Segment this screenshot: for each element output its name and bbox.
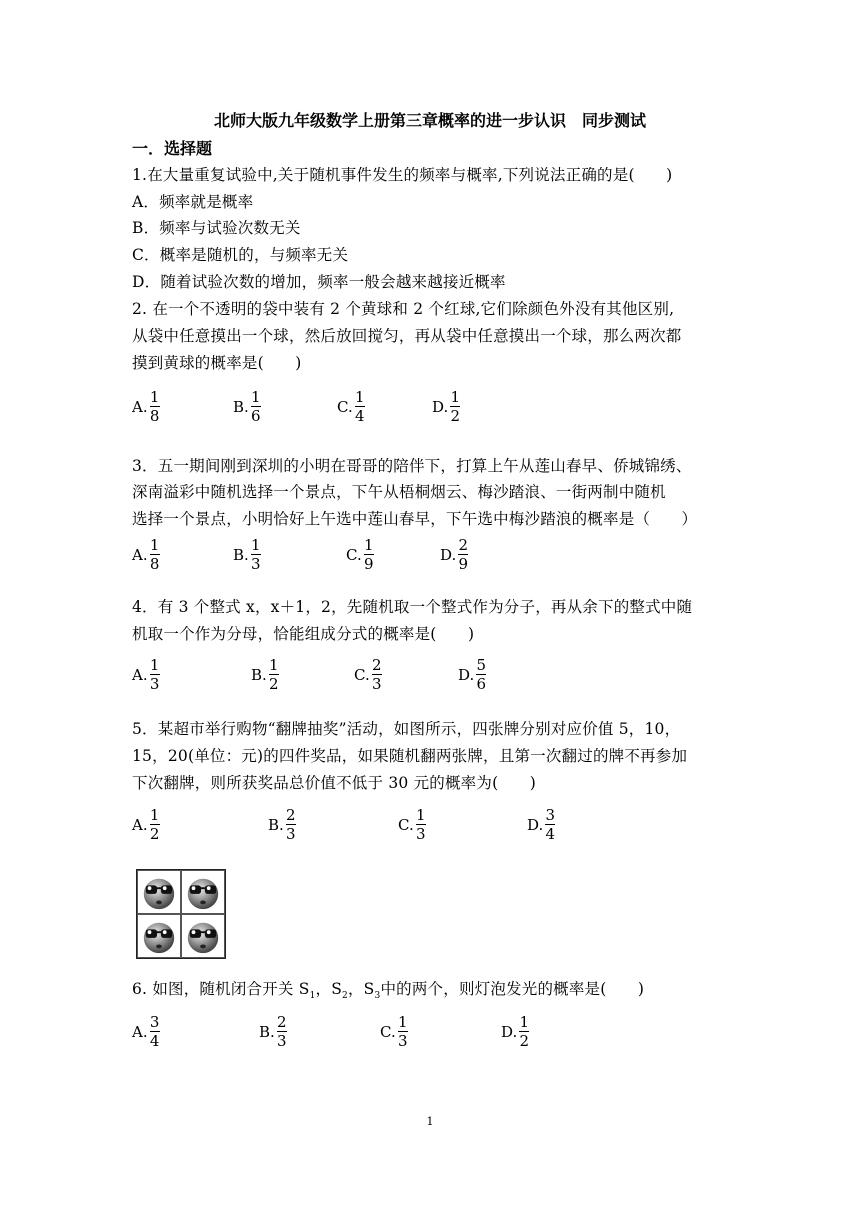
subscript: 3 (374, 991, 381, 1002)
denominator: 2 (149, 825, 160, 843)
numerator: 1 (354, 388, 365, 406)
numerator: 1 (450, 388, 461, 406)
denominator: 4 (149, 1032, 160, 1050)
q3-stem-line3: 选择一个景点，小明恰好上午选中莲山春早，下午选中梅沙踏浪的概率是（ ） (132, 510, 698, 528)
numerator: 5 (476, 656, 487, 674)
q4-option (251, 656, 279, 693)
denominator: 4 (545, 825, 556, 843)
q6-option (380, 1013, 408, 1050)
option-label: B. (233, 545, 249, 564)
q5-option (268, 806, 296, 843)
page-title: 北师大版九年级数学上册第三章概率的进一步认识 同步测试 (213, 111, 646, 130)
option-label: B. (268, 815, 284, 834)
option-label: C. (398, 815, 414, 834)
numerator: 2 (286, 806, 296, 824)
option-label: A. (132, 397, 148, 416)
q6-text: ，S (315, 980, 343, 998)
denominator: 3 (149, 675, 160, 693)
numerator: 2 (458, 536, 469, 554)
face-card-icon (181, 870, 225, 914)
numerator: 2 (371, 656, 382, 674)
q2-options (132, 388, 732, 432)
numerator: 3 (149, 1013, 160, 1031)
option-label: A. (132, 1022, 148, 1041)
fraction (251, 388, 261, 425)
subscript: 2 (342, 991, 348, 1002)
denominator: 4 (354, 407, 365, 425)
q2-stem-line1: 2. 在一个不透明的袋中装有 2 个黄球和 2 个红球,它们除颜色外没有其他区别, (132, 300, 675, 318)
q1-option-c: C．概率是随机的，与频率无关 (132, 246, 349, 264)
q2-stem-line3: 摸到黄球的概率是( ) (132, 354, 302, 372)
q5-options (132, 806, 732, 850)
fraction (458, 536, 468, 573)
fraction (269, 656, 279, 693)
subscript: 1 (309, 991, 316, 1002)
option-label: D. (440, 545, 457, 564)
q5-stem-line1: 5．某超市举行购物“翻牌抽奖”活动，如图所示，四张牌分别对应价值 5，10， (132, 720, 681, 738)
q4-option (354, 656, 382, 693)
face-card-icon (181, 914, 225, 958)
denominator: 9 (458, 555, 469, 573)
fraction (545, 806, 555, 843)
option-label: D. (527, 815, 544, 834)
denominator: 3 (371, 675, 382, 693)
numerator: 1 (269, 656, 279, 674)
q3-stem-line2: 深南溢彩中随机选择一个景点，下午从梧桐烟云、梅沙踏浪、一街两制中随机 (132, 483, 666, 501)
numerator: 1 (149, 536, 160, 554)
option-label: B. (233, 397, 249, 416)
fraction (150, 1013, 160, 1050)
denominator: 3 (286, 825, 296, 843)
fraction (519, 1013, 529, 1050)
denominator: 6 (476, 675, 487, 693)
q6-options (132, 1013, 732, 1057)
q5-option (527, 806, 555, 843)
q4-stem-line1: 4．有 3 个整式 x，x＋1，2，先随机取一个整式作为分子，再从余下的整式中随 (132, 598, 693, 616)
fraction (476, 656, 486, 693)
q2-stem-line2: 从袋中任意摸出一个球，然后放回搅匀，再从袋中任意摸出一个球，那么两次都 (132, 327, 682, 345)
denominator: 8 (149, 407, 160, 425)
q6-option (501, 1013, 529, 1050)
q1-option-a: A．频率就是概率 (132, 193, 254, 211)
q6-text: 6. 如图，随机闭合开关 S (132, 980, 310, 998)
option-label: B. (259, 1022, 275, 1041)
option-label: D. (458, 665, 475, 684)
option-label: A. (132, 545, 148, 564)
q2-option (233, 388, 261, 425)
q3-option (233, 536, 261, 573)
option-label: C. (380, 1022, 396, 1041)
fraction (150, 388, 160, 425)
q6-stem (132, 977, 644, 1001)
denominator: 2 (519, 1032, 530, 1050)
q4-options (132, 656, 732, 700)
numerator: 1 (251, 536, 261, 554)
option-label: A. (132, 815, 148, 834)
q2-option (432, 388, 460, 425)
q5-stem-line2: 15，20(单位：元)的四件奖品，如果随机翻两张牌，且第一次翻过的牌不再参加 (132, 747, 688, 765)
fraction (286, 806, 296, 843)
option-label: D. (501, 1022, 518, 1041)
option-label: C. (346, 545, 362, 564)
option-label: D. (432, 397, 449, 416)
numerator: 1 (251, 388, 261, 406)
fraction (364, 536, 374, 573)
fraction (251, 536, 261, 573)
numerator: 1 (397, 1013, 408, 1031)
numerator: 3 (545, 806, 556, 824)
numerator: 1 (363, 536, 374, 554)
fraction (372, 656, 382, 693)
fraction (355, 388, 365, 425)
face-card-icon (137, 914, 181, 958)
face-card-icon (137, 870, 181, 914)
denominator: 3 (397, 1032, 408, 1050)
fraction (416, 806, 426, 843)
denominator: 3 (415, 825, 426, 843)
q6-text: ，S (347, 980, 375, 998)
numerator: 1 (149, 656, 160, 674)
option-label: B. (251, 665, 267, 684)
denominator: 3 (251, 555, 261, 573)
q6-text: 中的两个，则灯泡发光的概率是( ) (380, 980, 645, 998)
fraction (150, 656, 160, 693)
q3-option (132, 536, 160, 573)
q5-stem-line3: 下次翻牌，则所获奖品总价值不低于 30 元的概率为( ) (132, 774, 536, 792)
q5-option (132, 806, 160, 843)
q4-option (458, 656, 486, 693)
q5-option (398, 806, 426, 843)
fraction (150, 806, 160, 843)
option-label: C. (354, 665, 370, 684)
option-label: A. (132, 665, 148, 684)
denominator: 8 (149, 555, 160, 573)
fraction (398, 1013, 408, 1050)
denominator: 2 (269, 675, 279, 693)
q3-options (132, 536, 732, 580)
denominator: 9 (363, 555, 374, 573)
q3-option (440, 536, 468, 573)
numerator: 1 (519, 1013, 530, 1031)
q4-option (132, 656, 160, 693)
q4-stem-line2: 机取一个作为分母，恰能组成分式的概率是( ) (132, 625, 475, 643)
page-number: 1 (426, 1115, 434, 1128)
fraction (450, 388, 460, 425)
numerator: 1 (149, 806, 160, 824)
flip-card-figure (136, 869, 226, 959)
q2-option (132, 388, 160, 425)
q1-stem: 1.在大量重复试验中,关于随机事件发生的频率与概率,下列说法正确的是( ) (132, 166, 673, 184)
denominator: 3 (277, 1032, 287, 1050)
fraction (150, 536, 160, 573)
option-label: C. (337, 397, 353, 416)
q6-option (132, 1013, 160, 1050)
q1-option-d: D．随着试验次数的增加，频率一般会越来越接近概率 (132, 273, 506, 291)
q3-stem-line1: 3．五一期间刚到深圳的小明在哥哥的陪伴下，打算上午从莲山春早、侨城锦绣、 (132, 457, 692, 475)
q2-option (337, 388, 365, 425)
section-heading: 一．选择题 (132, 139, 213, 158)
numerator: 1 (149, 388, 160, 406)
q1-option-b: B．频率与试验次数无关 (132, 219, 301, 237)
q6-option (259, 1013, 287, 1050)
fraction (277, 1013, 287, 1050)
denominator: 6 (251, 407, 261, 425)
denominator: 2 (450, 407, 461, 425)
numerator: 2 (277, 1013, 287, 1031)
q3-option (346, 536, 374, 573)
numerator: 1 (415, 806, 426, 824)
